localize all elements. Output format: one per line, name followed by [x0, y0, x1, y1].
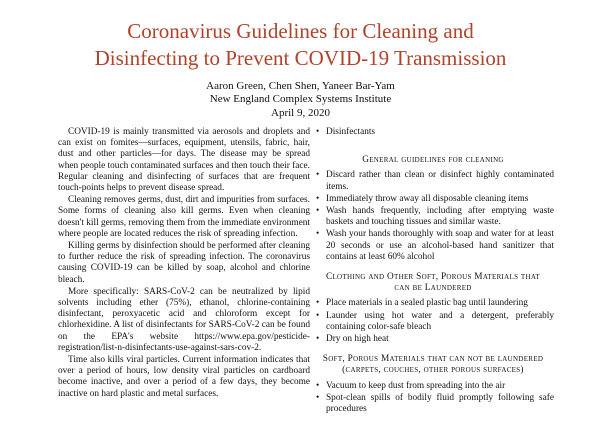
title-line-2: Disinfecting to Prevent COVID-19 Transmission [94, 46, 507, 70]
paragraph-time: Time also kills viral particles. Current information indicates that over a period of hours, low density viral particles on cardboard become inactive, and over a period of a few days, they become inactive on hard plastic and metal surfaces. [58, 355, 310, 399]
list-item: • Spot-clean spills of bodily fluid promptly following safe procedures [312, 393, 554, 415]
list-item: • Vacuum to keep dust from spreading into the air [312, 381, 554, 392]
section-heading-clothing [312, 272, 554, 294]
list-item: • Place materials in a sealed plastic bag until laundering [312, 298, 554, 309]
list-item: • Disinfectants [312, 127, 554, 138]
list-item: • Launder using hot water and a detergent, preferably containing color-safe bleach [312, 311, 554, 333]
right-column [312, 127, 554, 416]
list-item: • Wash hands frequently, including after emptying waste baskets and touching tissues and similar waste. [312, 206, 554, 228]
list-item: • Discard rather than clean or disinfect highly contaminated items. [312, 170, 554, 192]
title-line-1: Coronavirus Guidelines for Cleaning and [127, 19, 474, 43]
clothing-list [312, 298, 554, 345]
soft-porous-list [312, 381, 554, 416]
top-list [312, 127, 554, 138]
general-guidelines-list [312, 170, 554, 263]
list-item: • Immediately throw away all disposable cleaning items [312, 194, 554, 205]
list-item: • Dry on high heat [312, 334, 554, 345]
left-column [58, 127, 310, 401]
section-heading-soft-porous [312, 354, 554, 376]
paragraph-disinfection: Killing germs by disinfection should be performed after cleaning to further reduce the risk of spreading infection. The coronavirus causing COVID-19 can be killed by soap, alcohol and chlorine bleach. [58, 241, 310, 285]
paper-title [0, 18, 601, 72]
section-heading-line: Clothing and Other Soft, Porous Materials that [325, 272, 541, 283]
section-heading-line: Soft, Porous Materials that can not be laundered [322, 354, 544, 365]
paragraph-cleaning: Cleaning removes germs, dust, dirt and impurities from surfaces. Some forms of cleaning also kill germs. Even when cleaning doesn't kill germs, removing them from the immediate environment where people are located reduces the risk of spreading infection. [58, 195, 310, 239]
section-heading-line: (carpets, couches, other porous surfaces) [342, 365, 524, 376]
authors: Aaron Green, Chen Shen, Yaneer Bar-Yam [206, 80, 395, 92]
paragraph-solvents: More specifically: SARS-CoV-2 can be neutralized by lipid solvents including ether (75%), ethanol, chlorine-containing disinfectant, peroxyacetic acid and chloroform except for chlorhexidine. A list of disinfectants for SARS-CoV-2 can be found on the EPA's website https://www.epa.gov/pesticide-registration/list-n-disinfectants-use-against-sars-cov-2. [58, 286, 310, 353]
section-heading-line: can be Laundered [394, 283, 472, 294]
affiliation: New England Complex Systems Institute [209, 93, 392, 105]
paragraph-intro: COVID-19 is mainly transmitted via aerosols and droplets and can exist on fomites—surfaces, equipment, utensils, fabric, hair, dust and other particles—for days. The disease may be spread when people touch contaminated surfaces and then touch their face. Regular cleaning and disinfecting of surfaces that are frequent touch-points helps to prevent disease spread. [58, 127, 310, 194]
list-item: • Wash your hands thoroughly with soap and water for at least 20 seconds or use an alcohol-based hand sanitizer that contains at least 60% alcohol [312, 229, 554, 263]
date: April 9, 2020 [271, 107, 330, 119]
section-heading-general: General guidelines for cleaning [362, 155, 504, 166]
